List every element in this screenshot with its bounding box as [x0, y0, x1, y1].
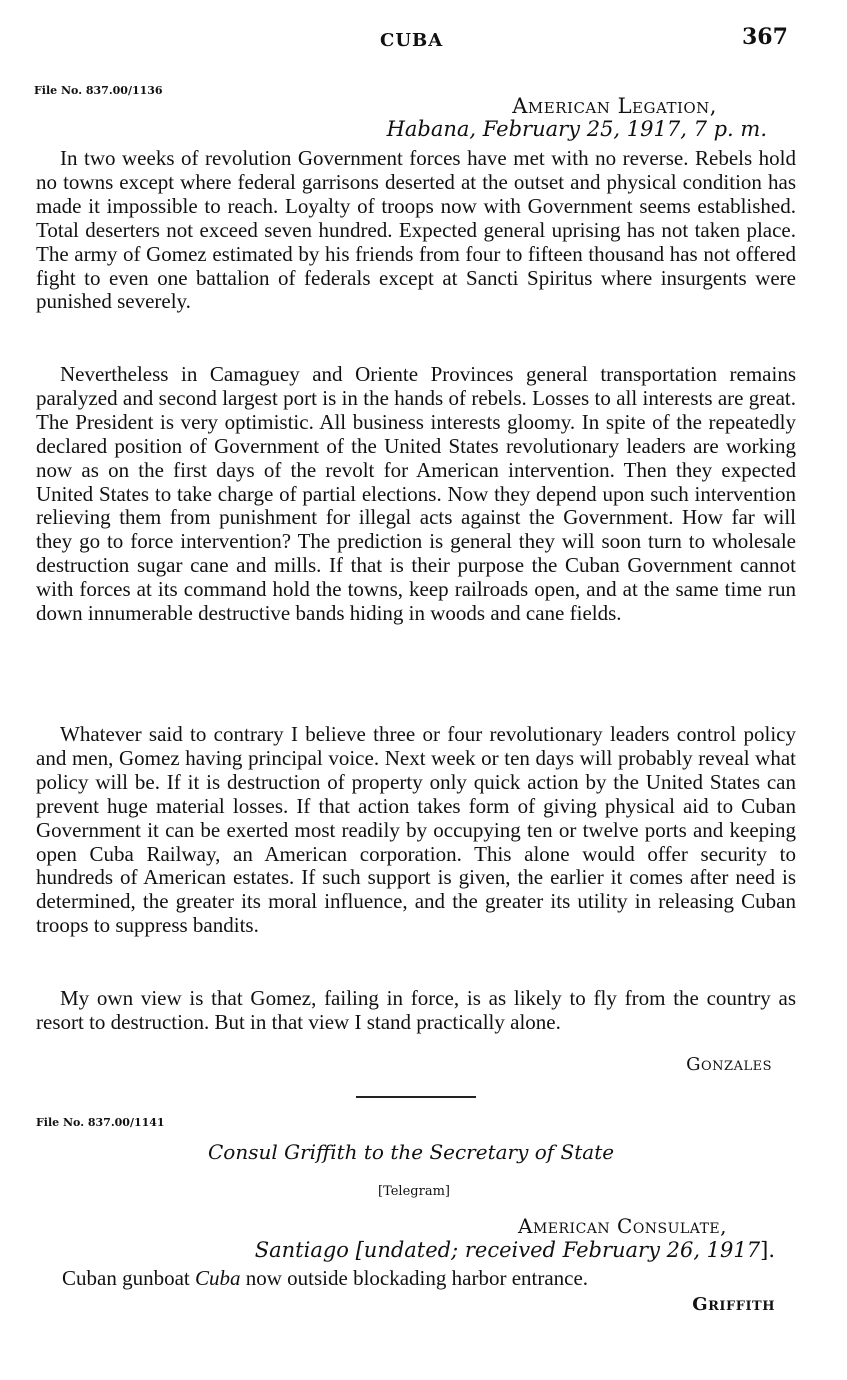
- paragraph-3: Whatever said to contrary I believe three or four revolutionary leaders control policy and men, Gomez having principal voice. Next week or ten days will probably reveal what policy will be. If it is destruction of property only quick action by the United States can prevent huge material losses. If that action takes form of giving physical aid to Cuban Government it can be exerted most readily by occupying ten or twelve ports and keeping open Cuba Railway, an American corporation. This alone would offer security to hundreds of American estates. If such support is given, the earlier it comes after need is determined, the greater its moral influence, and the greater its utility in releasing Cuban troops to suppress bandits.: [36, 722, 796, 938]
- telegram-body-start: Cuban gunboat: [62, 1266, 195, 1290]
- sender-address-2: American Consulate,: [518, 1214, 727, 1238]
- signature-1: Gonzales: [686, 1054, 772, 1075]
- paragraph-2: Nevertheless in Camaguey and Oriente Provinces general transportation remains paralyzed and second largest port is in the hands of rebels. Losses to all interests are great. The President is very optimistic. All business interests gloomy. In spite of the repeatedly declared position of Government of the United States revolutionary leaders are working now as on the first days of the revolt for American intervention. Then they expected United States to take charge of partial elections. Now they depend upon such intervention relieving them from punishment for illegal acts against the Government. How far will they go to force intervention? The prediction is general they will soon turn to wholesale destruction sugar cane and mills. If that is their purpose the Cuban Government cannot with forces at its command hold the towns, keep railroads open, and at the same time run down innumerable destructive bands hiding in woods and cane fields.: [36, 362, 796, 626]
- telegram-label: [Telegram]: [378, 1184, 450, 1199]
- place-date-2-suffix: ].: [760, 1238, 775, 1262]
- paragraph-1: In two weeks of revolution Government forces have met with no reverse. Rebels hold no towns except where federal garrisons deserted at the outset and physical condition has made it impossible to reach. Loyalty of troops now with Government seems established. Total deserters not exceed seven hundred. Expected general uprising has not taken place. The army of Gomez estimated by his friends from four to fifteen thousand has not offered fight to even one battalion of federals except at Sancti Spiritus where insurgents were punished severely.: [36, 146, 796, 314]
- file-number-2: File No. 837.00/1141: [36, 1116, 165, 1129]
- document-heading-2: Consul Griffith to the Secretary of State: [208, 1140, 615, 1164]
- running-header-title: CUBA: [380, 30, 444, 51]
- sender-address-1: American Legation,: [512, 94, 717, 118]
- place-date-2-prefix: Santiago [: [254, 1238, 364, 1262]
- place-date-2: [255, 1238, 775, 1262]
- place-date-1: Habana, February 25, 1917, 7 p. m.: [386, 117, 767, 141]
- place-date-2-received: undated; received February 26, 1917: [363, 1238, 761, 1262]
- signature-2: Griffith: [692, 1294, 775, 1315]
- section-divider: [356, 1096, 476, 1098]
- page-number: 367: [742, 24, 788, 50]
- gunboat-name: Cuba: [194, 1266, 241, 1290]
- paragraph-4: My own view is that Gomez, failing in force, is as likely to fly from the country as resort to destruction. But in that view I stand practically alone.: [36, 986, 796, 1034]
- file-number-1: File No. 837.00/1136: [34, 84, 163, 97]
- telegram-body: [62, 1266, 588, 1291]
- telegram-body-end: now outside blockading harbor entrance.: [240, 1266, 589, 1290]
